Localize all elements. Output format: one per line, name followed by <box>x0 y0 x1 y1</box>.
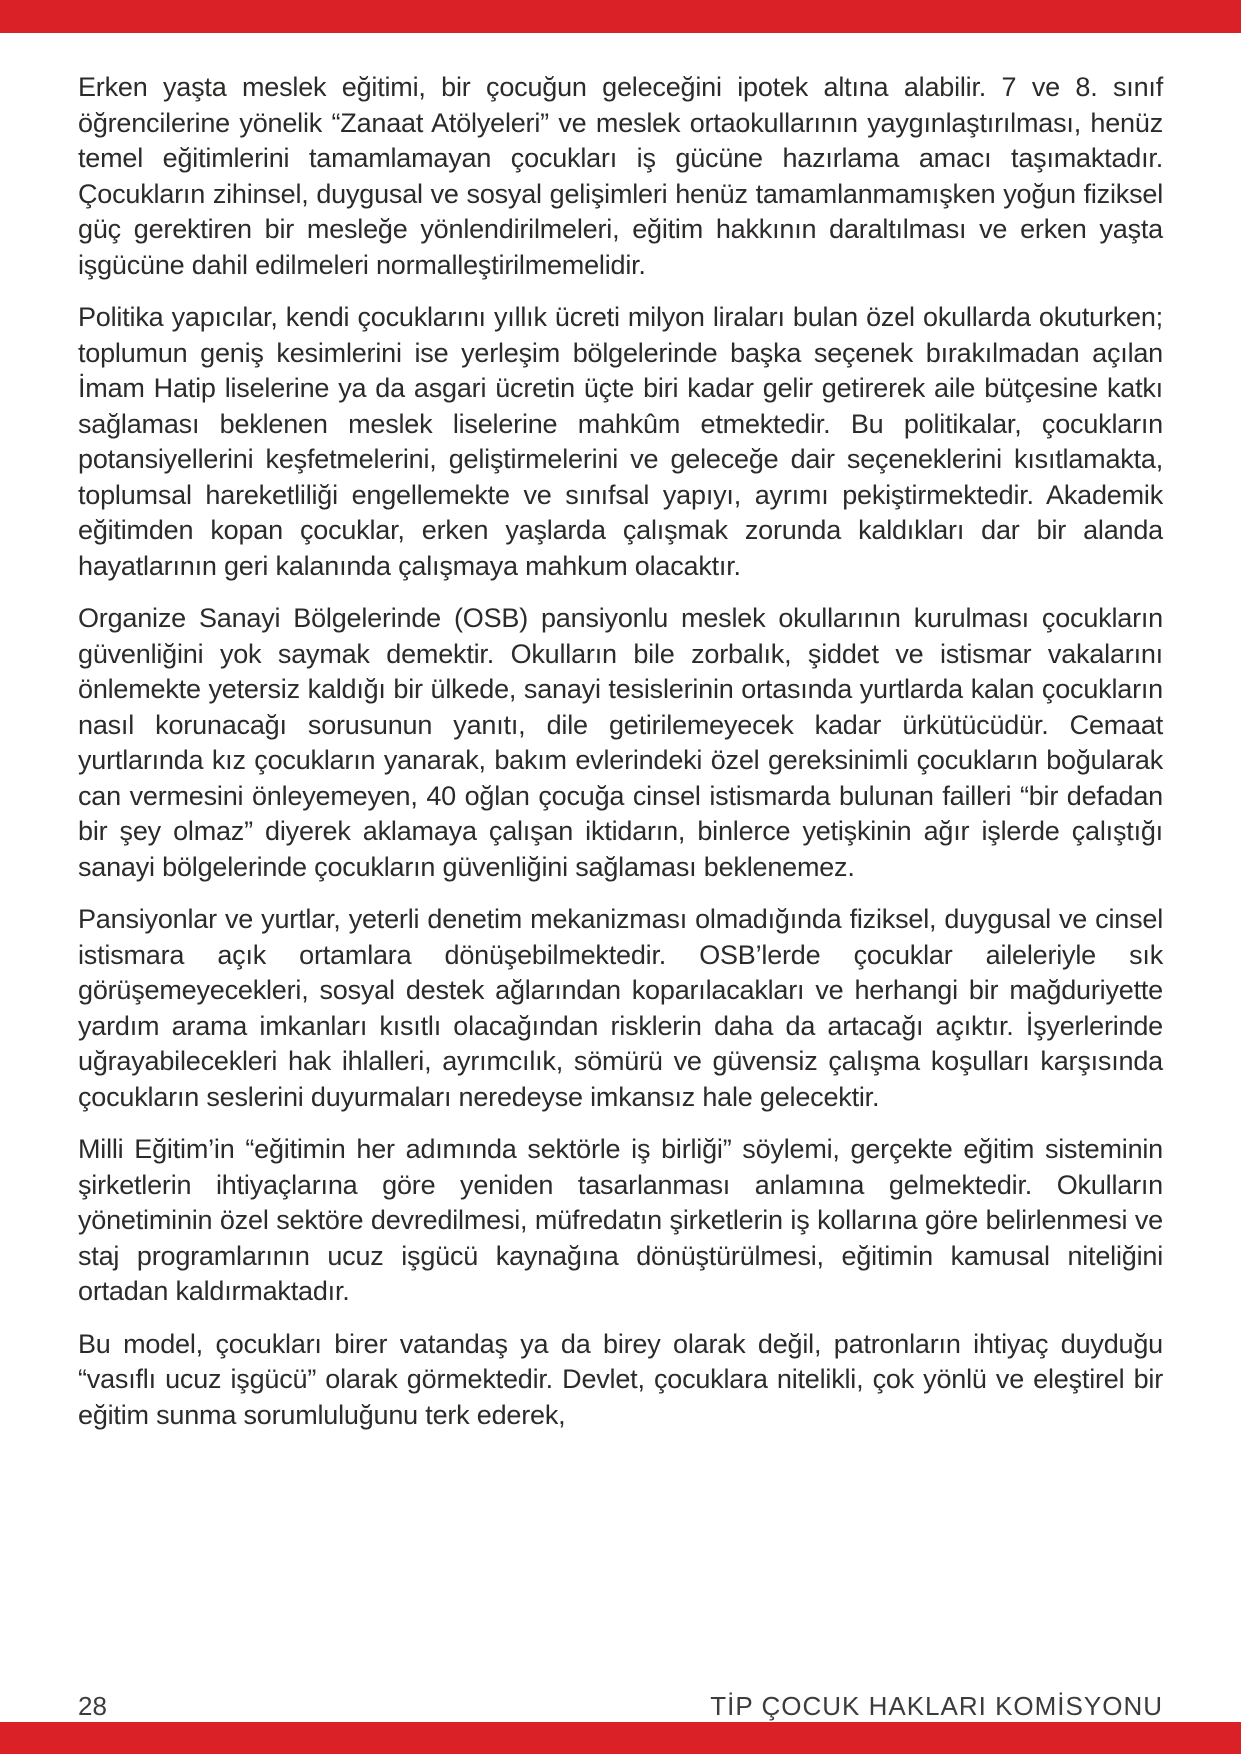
paragraph: Politika yapıcılar, kendi çocuklarını yıllık ücreti milyon liraları bulan özel okullarda okuturken; toplumun geniş kesimlerini ise yerleşim bölgelerinde başka seçenek bırakılmadan açılan İmam Hatip liselerine ya da asgari ücretin üçte biri kadar gelir getirerek aile bütçesine katkı sağlaması beklenen meslek liselerine mahkûm etmektedir. Bu politikalar, çocukların potansiyellerini keşfetmelerini, geliştirmelerini ve geleceğe dair seçeneklerini kısıtlamakta, toplumsal hareketliliği engellemekte ve sınıfsal yapıyı, ayrımı pekiştirmektedir. Akademik eğitimden kopan çocuklar, erken yaşlarda çalışmak zorunda kaldıkları dar bir alanda hayatlarının geri kalanında çalışmaya mahkum olacaktır. <box>78 302 1163 581</box>
page-footer <box>78 1692 1163 1720</box>
top-red-band <box>0 0 1241 33</box>
paragraph: Pansiyonlar ve yurtlar, yeterli denetim mekanizması olmadığında fiziksel, duygusal ve cinsel istismara açık ortamlara dönüşebilmektedir. OSB’lerde çocuklar aileleriyle sık görüşemeyecekleri, sosyal destek ağlarından koparılacakları ve herhangi bir mağduriyette yardım arama imkanları kısıtlı olacağından risklerin daha da artacağı açıktır. İşyerlerinde uğrayabilecekleri hak ihlalleri, ayrımcılık, sömürü ve güvensiz çalışma koşulları karşısında çocukların seslerini duyurmaları neredeyse imkansız hale gelecektir. <box>78 904 1163 1112</box>
running-title: TİP ÇOCUK HAKLARI KOMİSYONU <box>710 1691 1163 1721</box>
page-content <box>78 70 1163 1450</box>
paragraph: Erken yaşta meslek eğitimi, bir çocuğun geleceğini ipotek altına alabilir. 7 ve 8. sınıf öğrencilerine yönelik “Zanaat Atölyeleri” ve meslek ortaokullarının yaygınlaştırılması, henüz temel eğitimlerini tamamlamayan çocukları iş gücüne hazırlama amacı taşımaktadır. Çocukların zihinsel, duygusal ve sosyal gelişimleri henüz tamamlanmamışken yoğun fiziksel güç gerektiren bir mesleğe yönlendirilmeleri, eğitim hakkının daraltılması ve erken yaşta işgücüne dahil edilmeleri normalleştirilmemelidir. <box>78 72 1163 280</box>
paragraph: Milli Eğitim’in “eğitimin her adımında sektörle iş birliği” söylemi, gerçekte eğitim sisteminin şirketlerin ihtiyaçlarına göre yeniden tasarlanması anlamına gelmektedir. Okulların yönetiminin özel sektöre devredilmesi, müfredatın şirketlerin iş kollarına göre belirlenmesi ve staj programlarının ucuz işgücü kaynağına dönüştürülmesi, eğitimin kamusal niteliğini ortadan kaldırmaktadır. <box>78 1134 1163 1306</box>
page-number: 28 <box>78 1691 107 1721</box>
paragraph: Organize Sanayi Bölgelerinde (OSB) pansiyonlu meslek okullarının kurulması çocukların güvenliğini yok saymak demektir. Okulların bile zorbalık, şiddet ve istismar vakalarını önlemekte yetersiz kaldığı bir ülkede, sanayi tesislerinin ortasında yurtlarda kalan çocukların nasıl korunacağı sorusunun yanıtı, dile getirilemeyecek kadar ürkütücüdür. Cemaat yurtlarında kız çocukların yanarak, bakım evlerindeki özel gereksinimli çocukların boğularak can vermesini önleyemeyen, 40 oğlan çocuğa cinsel istismarda bulunan failleri “bir defadan bir şey olmaz” diyerek aklamaya çalışan iktidarın, binlerce yetişkinin ağır işlerde çalıştığı sanayi bölgelerinde çocukların güvenliğini sağlaması beklenemez. <box>78 603 1163 882</box>
paragraph: Bu model, çocukları birer vatandaş ya da birey olarak değil, patronların ihtiyaç duyduğu “vasıflı ucuz işgücü” olarak görmektedir. Devlet, çocuklara nitelikli, çok yönlü ve eleştirel bir eğitim sunma sorumluluğunu terk ederek, <box>78 1328 1163 1430</box>
bottom-red-band <box>0 1722 1241 1754</box>
